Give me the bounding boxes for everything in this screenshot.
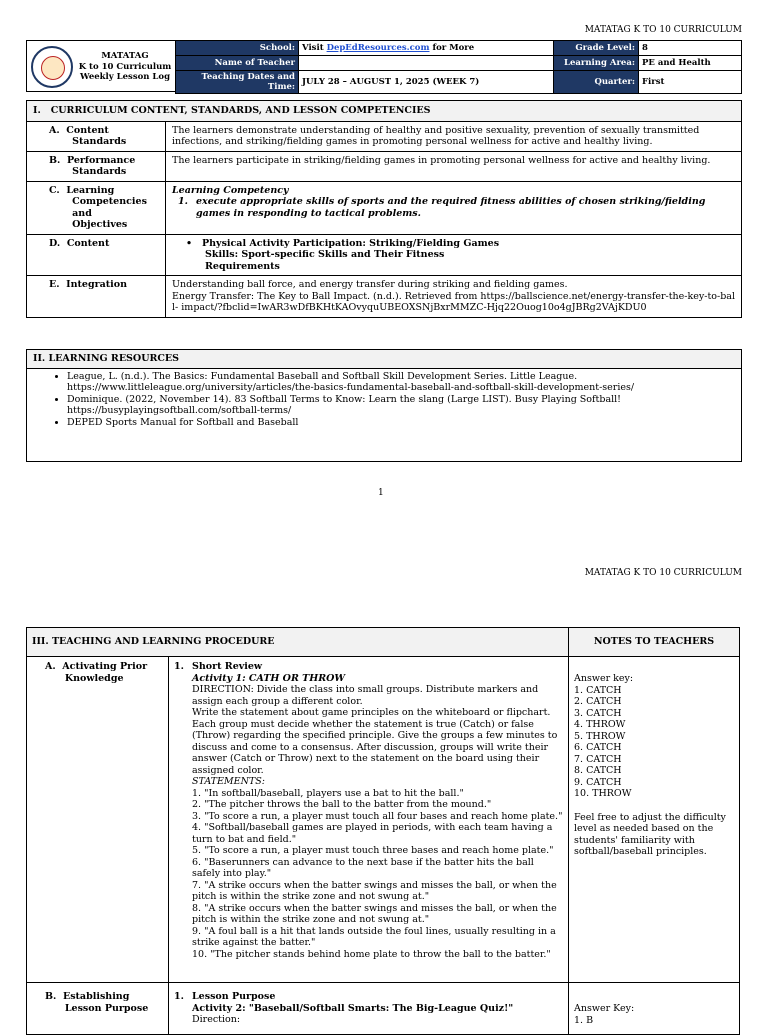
- short-review-number: 1.: [174, 661, 184, 672]
- answer-item: 5. THROW: [574, 730, 626, 742]
- logo-line-2: K to 10 Curriculum: [78, 61, 172, 72]
- statements-label: STATEMENTS:: [192, 776, 265, 787]
- statement-item: 8. "A strike occurs when the batter swings and misses the ball, or when the pitch is within the strike zone and not swung at.": [192, 902, 557, 925]
- answer-item: 8. CATCH: [574, 765, 622, 776]
- area-label: Learning Area:: [554, 56, 639, 71]
- activity-2-direction: Direction:: [192, 1014, 241, 1025]
- resource-item: • Dominique. (2022, November 14). 83 Softball Terms to Know: Learn the slang (Large LIST). Busy Playing Softball! https://busyplayingsoftball.com/softball-terms/: [67, 394, 735, 417]
- curriculum-header: MATATAG K TO 10 CURRICULUM: [584, 25, 742, 35]
- activating-knowledge-cell: [169, 657, 569, 983]
- answer-item: 3. CATCH: [574, 707, 622, 719]
- content-label: D. Content: [27, 234, 166, 276]
- answer-item: 10. THROW: [574, 788, 632, 799]
- performance-standards-label: B. Performance Standards: [27, 151, 166, 181]
- school-value: [299, 41, 554, 56]
- section-3-table: [26, 627, 740, 1035]
- competency-heading: Learning Competency: [172, 184, 289, 196]
- difficulty-note: Feel free to adjust the difficulty level as needed based on the students' familiarity with softball/baseball principles.: [574, 811, 726, 857]
- section-3-title: III. TEACHING AND LEARNING PROCEDURE: [27, 628, 569, 657]
- statement-item: 2. "The pitcher throws the ball to the batter from the mound.": [192, 799, 492, 810]
- answer-item: 4. THROW: [574, 719, 626, 730]
- activity-1-direction: DIRECTION: Divide the class into small groups. Distribute markers and assign each group a different color.: [192, 684, 539, 707]
- statement-item: 1. "In softball/baseball, players use a bat to hit the ball.": [192, 787, 464, 799]
- competency-item: [172, 196, 735, 219]
- lesson-purpose-cell: [169, 983, 569, 1035]
- competency-number: 1.: [178, 196, 188, 207]
- statement-item: 10. "The pitcher stands behind home plate to throw the ball to the batter.": [192, 948, 551, 960]
- teacher-label: Name of Teacher: [176, 56, 299, 71]
- learning-competencies-cell: [166, 181, 742, 234]
- depedresources-link[interactable]: DepEdResources.com: [326, 43, 430, 53]
- activity-1-instructions: Write the statement about game principles on the whiteboard or flipchart. Each group must decide whether the statement is true (Catch) or false (Throw) regarding the specified principle. Give the groups a few minutes to discuss and come to a consensus. After discussion, groups will write their answer (Catch or Throw) next to the statement on the board using their assigned color.: [192, 707, 558, 776]
- activity-1-title: Activity 1: CATH OR THROW: [192, 672, 346, 684]
- content-bullet: [172, 238, 735, 273]
- short-review-title: Short Review: [192, 661, 263, 672]
- activity-2-title: Activity 2: "Baseball/Softball Smarts: The Big-League Quiz!": [192, 1002, 514, 1014]
- content-line-2: Skills: Sport-specific Skills and Their Fitness: [205, 249, 445, 260]
- statement-item: 5. "To score a run, a player must touch three bases and reach home plate.": [192, 845, 554, 856]
- answer-item: 6. CATCH: [574, 742, 622, 753]
- answer-key-2-item: 1. B: [574, 1014, 594, 1026]
- content-standards-text: The learners demonstrate understanding of healthy and positive sexuality, prevention of sexually transmitted infections, and striking/fielding games in promoting personal wellness for active and healthy living.: [166, 121, 742, 151]
- quarter-value: First: [639, 71, 742, 94]
- section-1-title-text: CURRICULUM CONTENT, STANDARDS, AND LESSON COMPETENCIES: [50, 105, 431, 116]
- answer-item: 7. CATCH: [574, 753, 622, 765]
- section-1-table: [26, 100, 742, 318]
- resource-item: • League, L. (n.d.). The Basics: Fundamental Baseball and Softball Skill Development Series. Little League. https://www.littleleague.org/university/articles/the-basics-fundamental-baseball-and-softball-skill-development-series/: [67, 371, 735, 394]
- learning-competencies-label: C. Learning Competencies and Objectives: [27, 181, 166, 234]
- answer-key-2-label: Answer Key:: [574, 1003, 635, 1014]
- answer-item: 1. CATCH: [574, 684, 622, 696]
- competency-text: execute appropriate skills of sports and the required fitness abilities of chosen striking/fielding games in responding to tactical problems.: [196, 196, 706, 219]
- header-table: [175, 40, 742, 94]
- integration-cell: [166, 276, 742, 318]
- answer-item: 2. CATCH: [574, 696, 622, 707]
- grade-label: Grade Level:: [554, 41, 639, 56]
- dates-label: Teaching Dates and Time:: [176, 71, 299, 94]
- lesson-purpose-notes-cell: [569, 983, 740, 1035]
- activity-1-body: [174, 673, 563, 961]
- logo-text: [75, 51, 175, 83]
- content-standards-label: A. Content Standards: [27, 121, 166, 151]
- quarter-label: Quarter:: [554, 71, 639, 94]
- integration-reference: Energy Transfer: The Key to Ball Impact. (n.d.). Retrieved from https://ballscience.net/energy-transfer-the-key-to-ball- impact/?fbclid=IwAR3wDfBKHtKAOvyquUBEOXSNjBxrMMZC-Hjq22Ouog10o4gJBRg2VAjKDU0: [172, 290, 735, 313]
- resources-list: [27, 369, 741, 429]
- logo-box: [26, 40, 176, 92]
- notes-title: NOTES TO TEACHERS: [569, 628, 740, 657]
- statement-item: 6. "Baserunners can advance to the next base if the batter hits the ball safely into play.": [192, 856, 534, 879]
- area-value: PE and Health: [639, 56, 742, 71]
- deped-seal-icon: [31, 46, 73, 88]
- section-2-box: [26, 349, 742, 462]
- answer-item: 9. CATCH: [574, 776, 622, 788]
- grade-value: 8: [639, 41, 742, 56]
- logo-line-1: MATATAG: [101, 51, 149, 61]
- content-line-1: • Physical Activity Participation: Striking/Fielding Games: [186, 237, 500, 249]
- page-2-curriculum-header: MATATAG K TO 10 CURRICULUM: [584, 568, 742, 578]
- school-prefix: Visit: [302, 43, 327, 53]
- answer-key-label: Answer key:: [574, 673, 634, 684]
- section-1-title: [27, 101, 742, 122]
- lesson-purpose-number: 1.: [174, 991, 184, 1002]
- activity-2-body: [174, 1003, 563, 1026]
- content-line-1-text: Physical Activity Participation: Striking/Fielding Games: [202, 237, 500, 249]
- statement-item: 3. "To score a run, a player must touch all four bases and reach home plate.": [192, 810, 563, 822]
- activating-notes-cell: [569, 657, 740, 983]
- resource-item: • DEPED Sports Manual for Softball and Baseball: [67, 417, 735, 429]
- dates-value: JULY 28 – AUGUST 1, 2025 (WEEK 7): [299, 71, 554, 94]
- integration-label: E. Integration: [27, 276, 166, 318]
- statement-item: 7. "A strike occurs when the batter swings and misses the ball, or when the pitch is within the strike zone and not swung at.": [192, 879, 557, 902]
- integration-text: Understanding ball force, and energy transfer during striking and fielding games.: [172, 279, 568, 290]
- content-cell: [166, 234, 742, 276]
- statement-item: 9. "A foul ball is a hit that lands outside the foul lines, usually resulting in a strike against the batter.": [192, 925, 556, 948]
- teacher-value: [299, 56, 554, 71]
- section-1-roman: I.: [33, 105, 41, 116]
- performance-standards-text: The learners participate in striking/fielding games in promoting personal wellness for active and healthy living.: [166, 151, 742, 181]
- statement-item: 4. "Softball/baseball games are played in periods, with each team having a turn to bat and field.": [192, 822, 553, 845]
- content-line-3: Requirements: [205, 260, 280, 272]
- section-2-title: II. LEARNING RESOURCES: [27, 350, 741, 369]
- lesson-purpose-label: B. Establishing Lesson Purpose: [27, 983, 169, 1035]
- lesson-purpose-heading: [174, 991, 563, 1003]
- school-label: School:: [176, 41, 299, 56]
- activating-knowledge-label: A. Activating Prior Knowledge: [27, 657, 169, 983]
- page-number: 1: [378, 488, 384, 498]
- lesson-purpose-title: Lesson Purpose: [192, 991, 276, 1002]
- school-suffix: for More: [429, 43, 475, 53]
- short-review-heading: [174, 661, 563, 673]
- logo-line-3: Weekly Lesson Log: [79, 72, 171, 82]
